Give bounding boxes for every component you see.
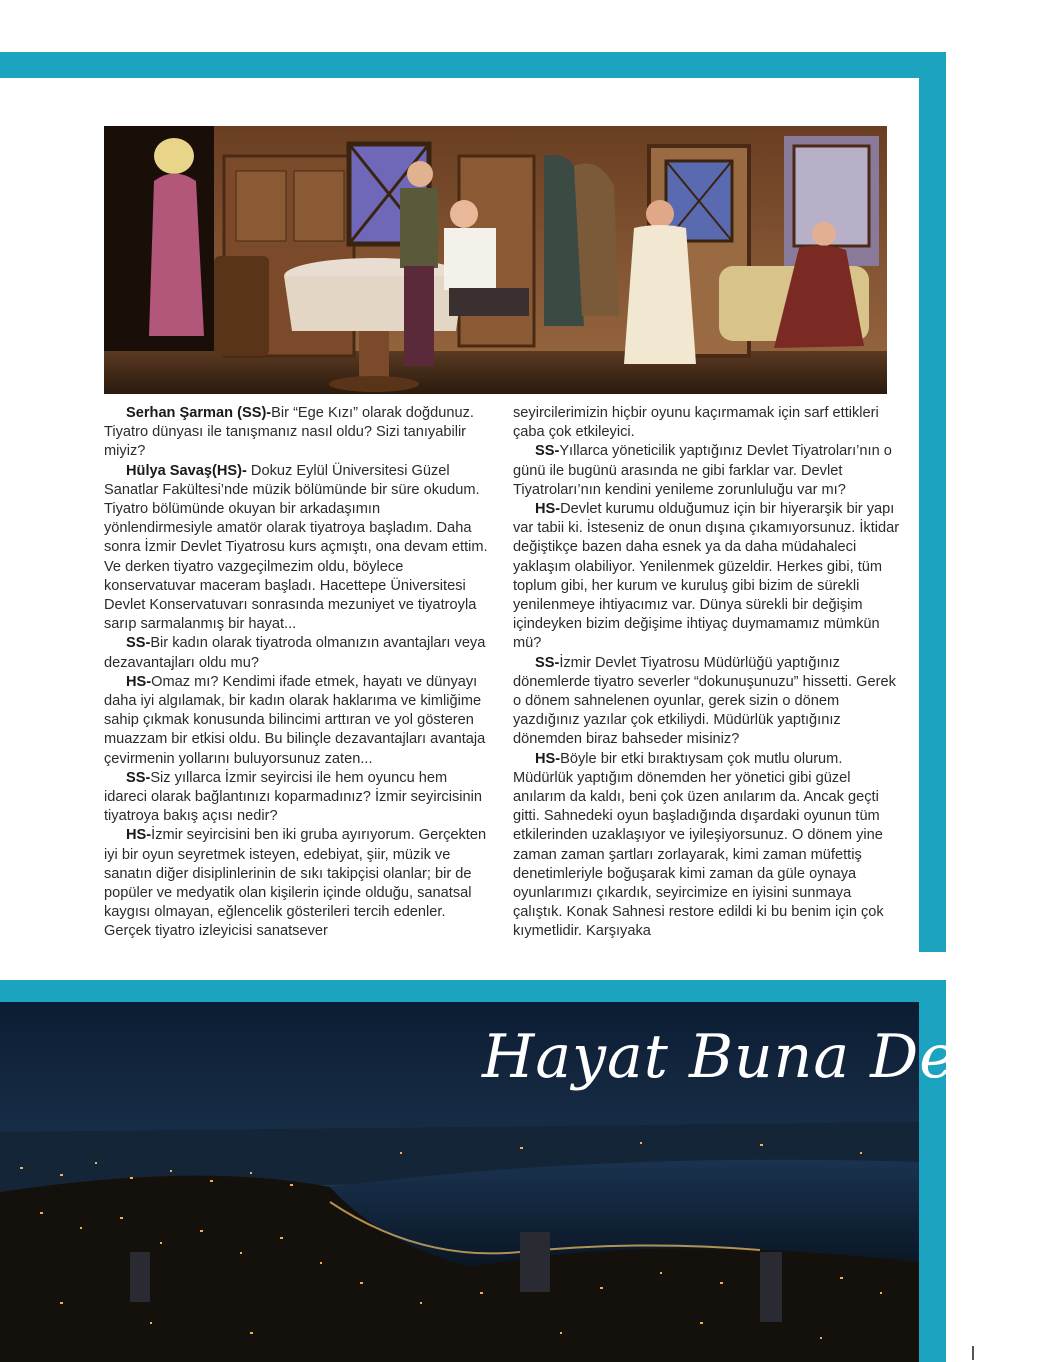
paragraph xyxy=(104,826,492,941)
paragraph-text: seyircilerimizin hiçbir oyunu kaçırmamak için sarf ettikleri çaba çok etkileyici. xyxy=(513,405,879,441)
interview-column-left xyxy=(104,404,492,942)
interview-column-right xyxy=(513,404,901,942)
paragraph xyxy=(513,404,901,442)
paragraph xyxy=(104,673,492,769)
paragraph-text: Böyle bir etki bıraktıysam çok mutlu olurum. Müdürlük yaptığım dönemden her yönetici gibi güzel anılarım da kaldı, beni çok üzen anılarım da. Ancak geçti gitti. Sahnedeki oyun başladığında dışardaki oyunun tüm etkilerinden uzaklaşıyor ve iyileşiyorsunuz. O dönem yine zaman zaman şartları zorlayarak, kimi zaman müfettiş denetimleriyle boğuşarak kimi zaman da güle oynaya oyunlarımızı çıkardık, seyircimize en iyisini sunmaya çalıştık. Konak Sahnesi restore edildi ki bu benim için çok kıymetlidir. Karşıyaka xyxy=(513,750,884,940)
paragraph-text: Dokuz Eylül Üniversitesi Güzel Sanatlar Fakültesi’nde müzik bölümünde bir süre okudum. Tiyatro bölümünde okuyan bir arkadaşımın yönlendirmesiyle amatör olarak tiyatroya başladım. Daha sonra İzmir Devlet Tiyatrosu kurs açmıştı, ona devam ettim. Ve derken tiyatro vazgeçilmezim oldu, böylece konservatuvar maceram başladı. Hacettepe Üniversitesi Devlet Konservatuvarı sonrasında mezuniyet ve tiyatroyla sarıp sarmalanmış bir hayat... xyxy=(104,462,488,633)
paragraph-text: Bir kadın olarak tiyatroda olmanızın avantajları veya dezavantajları oldu mu? xyxy=(104,635,486,671)
speaker-label: SS- xyxy=(535,443,560,460)
paragraph xyxy=(104,404,492,462)
speaker-label: HS- xyxy=(535,750,561,767)
top-frame-bar xyxy=(0,52,946,78)
paragraph-text: Siz yıllarca İzmir seyircisi ile hem oyuncu hem idareci olarak bağlantınızı koparmadınız? İzmir seyircisinin tiyatroya bakış açısı nedir? xyxy=(104,769,482,825)
paragraph-text: İzmir Devlet Tiyatrosu Müdürlüğü yaptığınız dönemlerde tiyatro severler “dokunuşunuzu” hissetti. Gerek o dönem sahnelenen oyunlar, gerek sizin o dönem yazdığınız yazılar çok etkiliydi. Müdürlük yaptığınız dönemden biraz bahseder misiniz? xyxy=(513,654,896,748)
paragraph xyxy=(104,462,492,635)
paragraph-text: Yıllarca yöneticilik yaptığınız Devlet Tiyatroları’nın o günü ile bugünü arasında ne gibi farklar var. Devlet Tiyatroları’nın kendini yenileme zorunluluğu var mı? xyxy=(513,443,892,498)
speaker-label: Hülya Savaş(HS)- xyxy=(126,462,247,479)
speaker-label: SS- xyxy=(126,635,151,652)
paragraph-text: Omaz mı? Kendimi ifade etmek, hayatı ve dünyayı daha iyi algılamak, bir kadın olarak haklarıma ve kimliğime sahip çıkmak konusunda bilincimi arttıran ve yol gösteren muazzam bir etkisi oldu. Bu bilinçle dezavantajları avantaja çevirmenin yollarını buluyorsunuz zaten... xyxy=(104,673,486,767)
paragraph-text: Devlet kurumu olduğumuz için bir hiyerarşik bir yapı var tabii ki. İsteseniz de onun dışına çıkamıyorsunuz. İktidar değiştikçe bazen daha esnek ya da daha müdahaleci yaklaşım olabiliyor. Yenilenmek güzeldir. Herkes gibi, tüm toplum gibi, her kurum ve kuruluş gibi bizim de sürekli yenilenmeye ihtiyacımız var. Dünya sürekli bir değişim içindeyken bizim değişime ihtiyaç duymamamız mümkün mü? xyxy=(513,501,900,652)
speaker-label: SS- xyxy=(126,769,151,786)
paragraph xyxy=(104,769,492,827)
speaker-label: Serhan Şarman (SS)- xyxy=(126,405,272,421)
middle-frame-bar xyxy=(0,980,946,1002)
paragraph xyxy=(104,634,492,672)
paragraph-text: Bir “Ege Kızı” olarak doğdunuz. Tiyatro dünyası ile tanışmanız nasıl oldu? Sizi tanıyabilir miyiz? xyxy=(104,405,474,460)
speaker-label: HS- xyxy=(126,673,152,690)
article-headline: Hayat Buna Değer xyxy=(482,1022,1061,1092)
paragraph xyxy=(513,654,901,750)
speaker-label: HS- xyxy=(535,501,561,518)
paragraph-text: İzmir seyircisini ben iki gruba ayırıyorum. Gerçekten iyi bir oyun seyretmek isteyen, edebiyat, şiir, müzik ve sanatın diğer disiplinlerinin de sıkı takipçisi olanlar; bir de popüler ve medyatik olan kişilerin içinde olduğu, sanatsal kaygısı olmayan, eğlencelik gösterileri tercih edenler. Gerçek tiyatro izleyicisi sanatsever xyxy=(104,827,487,940)
paragraph xyxy=(513,442,901,500)
paragraph xyxy=(513,500,901,654)
paragraph xyxy=(513,750,901,942)
theatre-stage-photo xyxy=(104,126,887,394)
right-frame-bar xyxy=(919,52,946,952)
speaker-label: SS- xyxy=(535,654,560,671)
page-edge-mark xyxy=(972,1346,974,1360)
speaker-label: HS- xyxy=(126,827,152,844)
